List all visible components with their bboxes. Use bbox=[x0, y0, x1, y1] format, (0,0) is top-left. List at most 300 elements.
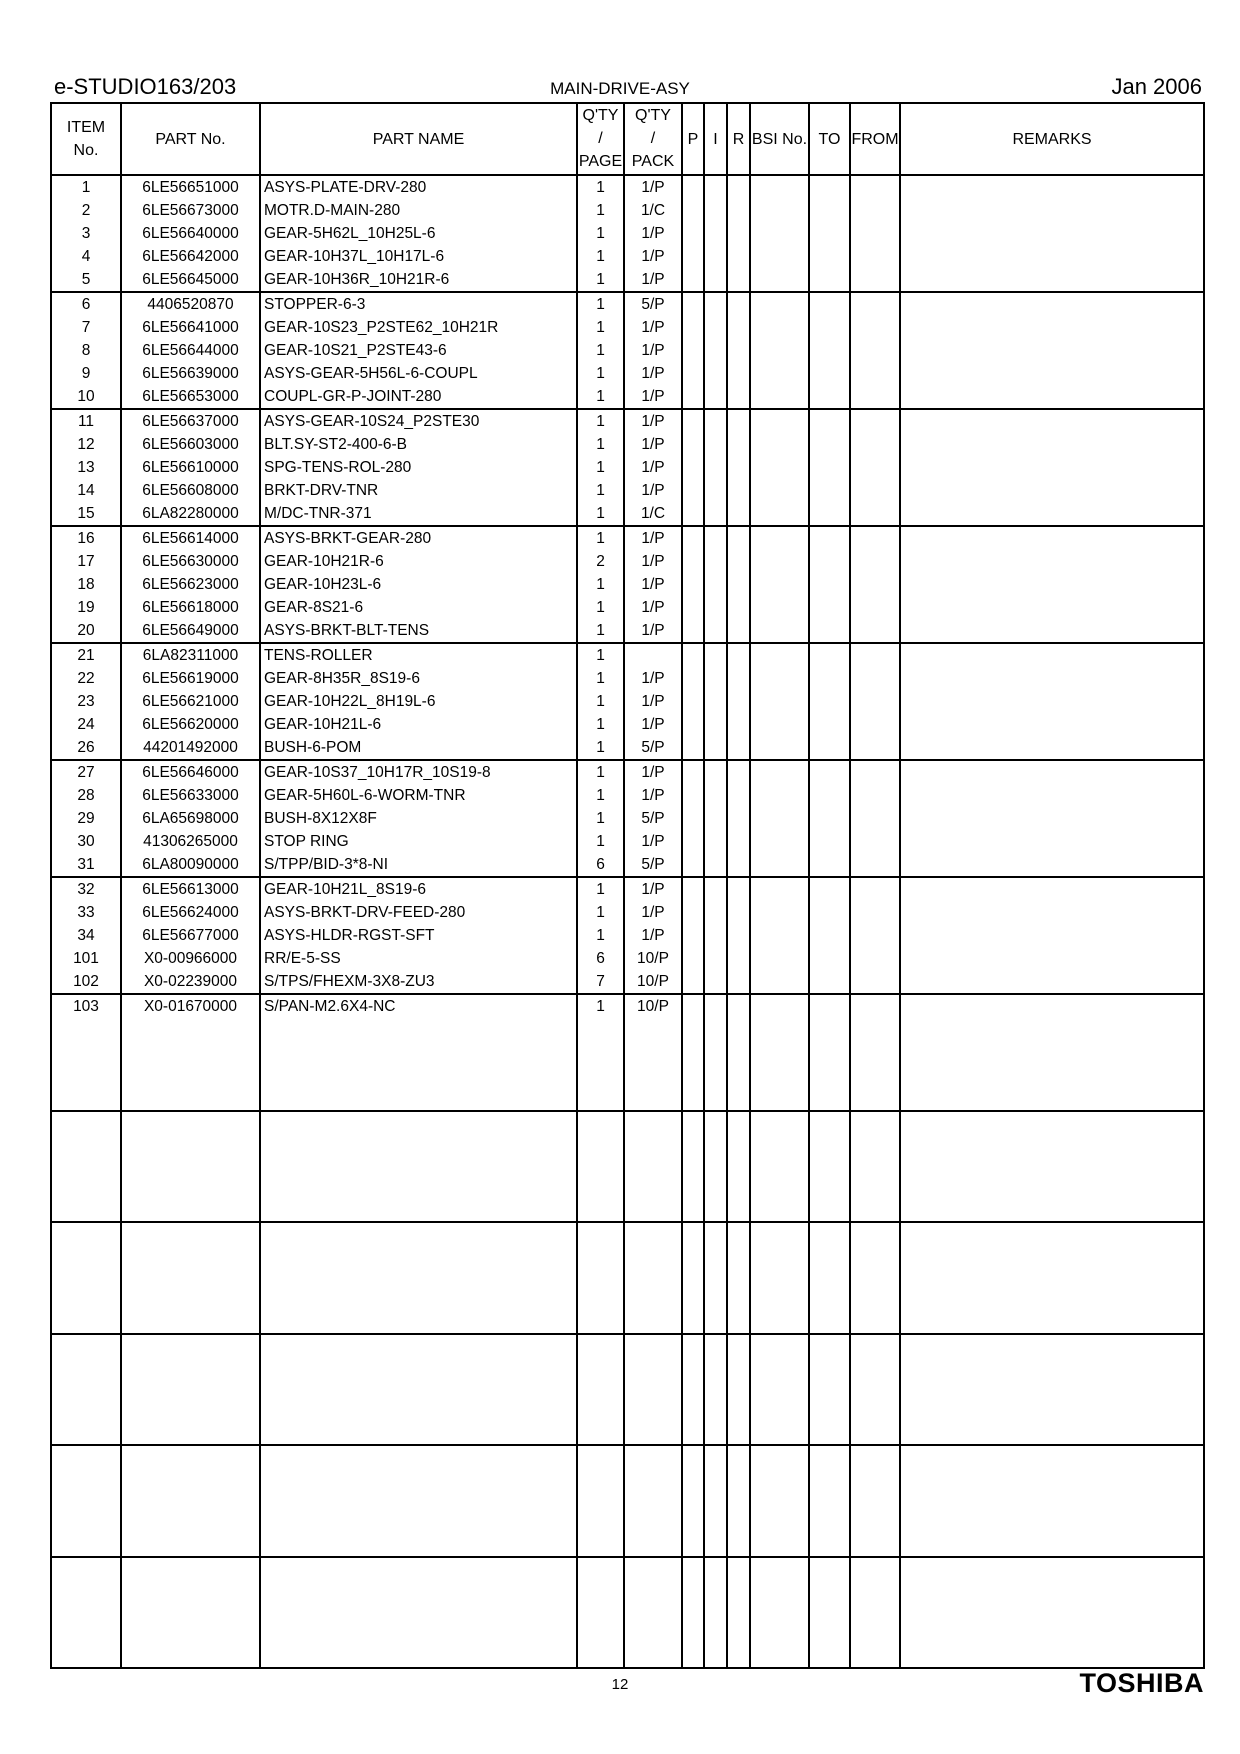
table-row bbox=[51, 199, 1204, 222]
part-name-cell: GEAR-5H62L_10H25L-6 bbox=[260, 222, 577, 245]
empty-cell bbox=[900, 1334, 1204, 1445]
empty-cell bbox=[809, 1111, 850, 1222]
empty-cell bbox=[850, 409, 900, 433]
empty-cell bbox=[682, 573, 704, 596]
empty-cell bbox=[850, 526, 900, 550]
empty-cell bbox=[704, 199, 727, 222]
qty-page-cell: 2 bbox=[577, 550, 624, 573]
empty-cell bbox=[850, 339, 900, 362]
table-row bbox=[51, 736, 1204, 760]
empty-cell bbox=[121, 1445, 260, 1556]
item-no-cell: 1 bbox=[51, 175, 121, 199]
item-no-cell: 5 bbox=[51, 268, 121, 292]
empty-cell bbox=[850, 268, 900, 292]
empty-cell bbox=[260, 1222, 577, 1333]
empty-cell bbox=[704, 268, 727, 292]
qty-pack-cell: 1/C bbox=[624, 199, 682, 222]
qty-pack-cell: 1/P bbox=[624, 573, 682, 596]
empty-cell bbox=[850, 502, 900, 526]
empty-cell bbox=[682, 292, 704, 316]
empty-cell bbox=[850, 1087, 900, 1111]
table-row bbox=[51, 245, 1204, 268]
empty-cell bbox=[51, 1334, 121, 1445]
part-no-cell: 6LA82280000 bbox=[121, 502, 260, 526]
empty-cell bbox=[121, 1111, 260, 1222]
col-item-header bbox=[51, 103, 121, 175]
table-header-row bbox=[51, 103, 1204, 175]
empty-cell bbox=[850, 479, 900, 502]
empty-cell bbox=[750, 807, 809, 830]
item-no-cell: 7 bbox=[51, 316, 121, 339]
part-no-cell: 6LE56651000 bbox=[121, 175, 260, 199]
empty-cell bbox=[850, 877, 900, 901]
empty-cell bbox=[704, 853, 727, 877]
qty-pack-cell: 1/P bbox=[624, 784, 682, 807]
table-row bbox=[51, 901, 1204, 924]
part-name-cell: RR/E-5-SS bbox=[260, 947, 577, 970]
qty-pack-cell: 1/P bbox=[624, 456, 682, 479]
empty-cell bbox=[900, 362, 1204, 385]
empty-cell bbox=[900, 316, 1204, 339]
empty-cell bbox=[51, 1445, 121, 1556]
empty-cell bbox=[624, 1222, 682, 1333]
part-no-cell: 6LE56630000 bbox=[121, 550, 260, 573]
empty-cell bbox=[750, 947, 809, 970]
empty-cell bbox=[900, 245, 1204, 268]
qty-pack-cell: 1/C bbox=[624, 502, 682, 526]
empty-cell bbox=[704, 1557, 727, 1668]
qty-page-cell: 1 bbox=[577, 830, 624, 853]
empty-cell bbox=[682, 619, 704, 643]
empty-cell bbox=[900, 713, 1204, 736]
empty-cell bbox=[727, 853, 750, 877]
empty-cell bbox=[727, 479, 750, 502]
part-no-cell: 6LE56610000 bbox=[121, 456, 260, 479]
empty-cell bbox=[750, 550, 809, 573]
empty-cell bbox=[704, 807, 727, 830]
part-name-cell: COUPL-GR-P-JOINT-280 bbox=[260, 385, 577, 409]
part-name-cell: ASYS-HLDR-RGST-SFT bbox=[260, 924, 577, 947]
empty-cell bbox=[809, 550, 850, 573]
item-no-cell: 8 bbox=[51, 339, 121, 362]
empty-cell bbox=[900, 924, 1204, 947]
empty-cell bbox=[624, 1445, 682, 1556]
part-no-cell: 6LE56613000 bbox=[121, 877, 260, 901]
part-name-cell: GEAR-8S21-6 bbox=[260, 596, 577, 619]
empty-cell bbox=[704, 596, 727, 619]
empty-cell bbox=[809, 245, 850, 268]
empty-cell bbox=[750, 619, 809, 643]
empty-cell bbox=[900, 502, 1204, 526]
empty-cell bbox=[750, 1041, 809, 1064]
empty-cell bbox=[809, 901, 850, 924]
empty-cell bbox=[750, 409, 809, 433]
empty-cell bbox=[682, 1018, 704, 1041]
empty-cell bbox=[704, 901, 727, 924]
item-no-cell: 14 bbox=[51, 479, 121, 502]
empty-cell bbox=[750, 573, 809, 596]
table-row bbox=[51, 853, 1204, 877]
part-no-cell: 6LE56673000 bbox=[121, 199, 260, 222]
item-no-cell: 26 bbox=[51, 736, 121, 760]
empty-cell bbox=[809, 456, 850, 479]
empty-cell bbox=[809, 760, 850, 784]
empty-cell bbox=[850, 1064, 900, 1087]
qty-pack-cell: 10/P bbox=[624, 970, 682, 994]
item-no-cell: 20 bbox=[51, 619, 121, 643]
table-body bbox=[51, 175, 1204, 1668]
qty-page-cell: 1 bbox=[577, 807, 624, 830]
empty-cell bbox=[900, 877, 1204, 901]
empty-cell bbox=[704, 970, 727, 994]
empty-cell bbox=[704, 619, 727, 643]
empty-cell bbox=[750, 970, 809, 994]
empty-cell bbox=[750, 222, 809, 245]
qty-page-cell: 1 bbox=[577, 924, 624, 947]
empty-cell bbox=[900, 292, 1204, 316]
empty-cell bbox=[682, 526, 704, 550]
col-qty-page-header bbox=[577, 103, 624, 175]
qty-pack-cell: 1/P bbox=[624, 760, 682, 784]
table-row bbox=[51, 1041, 1204, 1064]
empty-cell bbox=[850, 924, 900, 947]
part-name-cell bbox=[260, 1041, 577, 1064]
qty-page-cell: 1 bbox=[577, 456, 624, 479]
empty-cell bbox=[850, 433, 900, 456]
empty-cell bbox=[682, 877, 704, 901]
empty-cell bbox=[727, 970, 750, 994]
empty-cell bbox=[900, 222, 1204, 245]
empty-cell bbox=[704, 479, 727, 502]
empty-cell bbox=[900, 339, 1204, 362]
part-name-cell: GEAR-5H60L-6-WORM-TNR bbox=[260, 784, 577, 807]
qty-pack-cell: 1/P bbox=[624, 713, 682, 736]
col-qty-pack-header bbox=[624, 103, 682, 175]
part-name-cell: SPG-TENS-ROL-280 bbox=[260, 456, 577, 479]
page-number: 12 bbox=[611, 1676, 629, 1693]
qty-pack-cell: 1/P bbox=[624, 526, 682, 550]
empty-cell bbox=[850, 596, 900, 619]
empty-cell bbox=[682, 830, 704, 853]
qty-page-cell: 1 bbox=[577, 994, 624, 1018]
part-name-cell bbox=[260, 1064, 577, 1087]
qty-pack-cell: 1/P bbox=[624, 901, 682, 924]
empty-cell bbox=[727, 784, 750, 807]
empty-cell bbox=[900, 479, 1204, 502]
qty-pack-cell: 10/P bbox=[624, 947, 682, 970]
empty-cell bbox=[577, 1445, 624, 1556]
item-no-cell: 27 bbox=[51, 760, 121, 784]
part-no-cell: 4406520870 bbox=[121, 292, 260, 316]
empty-cell bbox=[577, 1222, 624, 1333]
table-row bbox=[51, 526, 1204, 550]
empty-cell bbox=[809, 1064, 850, 1087]
empty-cell bbox=[727, 316, 750, 339]
qty-page-cell bbox=[577, 1064, 624, 1087]
empty-cell bbox=[850, 736, 900, 760]
empty-cell bbox=[704, 760, 727, 784]
empty-cell bbox=[750, 901, 809, 924]
empty-cell bbox=[809, 667, 850, 690]
empty-cell bbox=[727, 667, 750, 690]
empty-cell bbox=[900, 409, 1204, 433]
qty-pack-cell: 1/P bbox=[624, 433, 682, 456]
qty-page-cell: 1 bbox=[577, 222, 624, 245]
empty-cell bbox=[809, 830, 850, 853]
part-no-cell: 6LE56623000 bbox=[121, 573, 260, 596]
empty-cell bbox=[727, 339, 750, 362]
empty-cell bbox=[809, 736, 850, 760]
empty-cell bbox=[900, 1018, 1204, 1041]
empty-cell bbox=[704, 292, 727, 316]
empty-cell bbox=[624, 1557, 682, 1668]
parts-table bbox=[50, 102, 1205, 1669]
empty-cell bbox=[682, 433, 704, 456]
empty-cell bbox=[682, 409, 704, 433]
part-name-cell: MOTR.D-MAIN-280 bbox=[260, 199, 577, 222]
empty-cell bbox=[809, 596, 850, 619]
empty-cell bbox=[750, 199, 809, 222]
empty-cell bbox=[682, 901, 704, 924]
part-name-cell: STOPPER-6-3 bbox=[260, 292, 577, 316]
item-no-cell: 2 bbox=[51, 199, 121, 222]
empty-cell bbox=[900, 994, 1204, 1018]
empty-cell bbox=[850, 807, 900, 830]
empty-block-row bbox=[51, 1111, 1204, 1222]
qty-page-cell: 1 bbox=[577, 268, 624, 292]
empty-cell bbox=[750, 433, 809, 456]
empty-cell bbox=[900, 550, 1204, 573]
part-no-cell bbox=[121, 1041, 260, 1064]
table-row bbox=[51, 877, 1204, 901]
qty-pack-cell: 1/P bbox=[624, 175, 682, 199]
table-row bbox=[51, 339, 1204, 362]
table-row bbox=[51, 947, 1204, 970]
table-row bbox=[51, 409, 1204, 433]
item-no-cell: 33 bbox=[51, 901, 121, 924]
part-name-cell: BRKT-DRV-TNR bbox=[260, 479, 577, 502]
empty-cell bbox=[750, 316, 809, 339]
qty-pack-cell: 1/P bbox=[624, 830, 682, 853]
qty-page-cell: 1 bbox=[577, 619, 624, 643]
qty-pack-cell: 1/P bbox=[624, 690, 682, 713]
empty-cell bbox=[260, 1445, 577, 1556]
part-no-cell: 6LE56677000 bbox=[121, 924, 260, 947]
empty-cell bbox=[704, 385, 727, 409]
empty-cell bbox=[704, 784, 727, 807]
empty-cell bbox=[750, 1018, 809, 1041]
part-name-cell: TENS-ROLLER bbox=[260, 643, 577, 667]
empty-cell bbox=[682, 339, 704, 362]
empty-cell bbox=[682, 199, 704, 222]
empty-cell bbox=[809, 292, 850, 316]
empty-cell bbox=[750, 362, 809, 385]
empty-cell bbox=[704, 502, 727, 526]
item-no-cell: 9 bbox=[51, 362, 121, 385]
qty-page-cell: 1 bbox=[577, 409, 624, 433]
empty-cell bbox=[900, 970, 1204, 994]
empty-cell bbox=[809, 1445, 850, 1556]
empty-cell bbox=[704, 924, 727, 947]
empty-cell bbox=[850, 994, 900, 1018]
empty-cell bbox=[900, 268, 1204, 292]
empty-cell bbox=[850, 853, 900, 877]
qty-pack-cell bbox=[624, 1018, 682, 1041]
table-row bbox=[51, 713, 1204, 736]
empty-cell bbox=[750, 268, 809, 292]
empty-cell bbox=[727, 924, 750, 947]
qty-page-cell: 1 bbox=[577, 339, 624, 362]
empty-cell bbox=[750, 736, 809, 760]
part-name-cell bbox=[260, 1087, 577, 1111]
empty-cell bbox=[727, 1445, 750, 1556]
empty-cell bbox=[850, 690, 900, 713]
part-name-cell: GEAR-10H23L-6 bbox=[260, 573, 577, 596]
item-no-cell: 11 bbox=[51, 409, 121, 433]
item-no-cell bbox=[51, 1018, 121, 1041]
qty-page-cell: 1 bbox=[577, 245, 624, 268]
table-row bbox=[51, 643, 1204, 667]
empty-cell bbox=[900, 1445, 1204, 1556]
empty-cell bbox=[727, 596, 750, 619]
part-name-cell: ASYS-BRKT-GEAR-280 bbox=[260, 526, 577, 550]
empty-cell bbox=[727, 1334, 750, 1445]
empty-cell bbox=[750, 1557, 809, 1668]
empty-cell bbox=[704, 339, 727, 362]
empty-cell bbox=[682, 853, 704, 877]
table-row bbox=[51, 667, 1204, 690]
empty-cell bbox=[809, 573, 850, 596]
empty-cell bbox=[260, 1334, 577, 1445]
empty-cell bbox=[809, 479, 850, 502]
empty-cell bbox=[809, 268, 850, 292]
empty-cell bbox=[727, 1087, 750, 1111]
part-name-cell: ASYS-GEAR-5H56L-6-COUPL bbox=[260, 362, 577, 385]
empty-cell bbox=[727, 830, 750, 853]
part-name-cell: GEAR-10S37_10H17R_10S19-8 bbox=[260, 760, 577, 784]
part-no-cell: 6LA82311000 bbox=[121, 643, 260, 667]
qty-pack-cell: 10/P bbox=[624, 994, 682, 1018]
empty-cell bbox=[900, 199, 1204, 222]
empty-cell bbox=[704, 947, 727, 970]
table-row bbox=[51, 385, 1204, 409]
qty-page-cell: 1 bbox=[577, 199, 624, 222]
part-no-cell: 6LE56624000 bbox=[121, 901, 260, 924]
empty-cell bbox=[577, 1111, 624, 1222]
col-from-header: FROM bbox=[850, 103, 900, 175]
part-no-cell: 6LE56603000 bbox=[121, 433, 260, 456]
empty-cell bbox=[727, 1222, 750, 1333]
empty-cell bbox=[682, 175, 704, 199]
table-row bbox=[51, 994, 1204, 1018]
document-date: Jan 2006 bbox=[1111, 74, 1202, 99]
empty-cell bbox=[51, 1557, 121, 1668]
item-no-cell: 10 bbox=[51, 385, 121, 409]
part-no-cell: 41306265000 bbox=[121, 830, 260, 853]
empty-cell bbox=[850, 784, 900, 807]
empty-cell bbox=[750, 292, 809, 316]
empty-cell bbox=[682, 316, 704, 339]
item-no-cell: 6 bbox=[51, 292, 121, 316]
empty-cell bbox=[727, 409, 750, 433]
empty-cell bbox=[750, 830, 809, 853]
empty-cell bbox=[750, 479, 809, 502]
empty-cell bbox=[809, 199, 850, 222]
empty-cell bbox=[682, 456, 704, 479]
empty-cell bbox=[727, 175, 750, 199]
part-no-cell: 6LE56649000 bbox=[121, 619, 260, 643]
qty-pack-cell bbox=[624, 1087, 682, 1111]
empty-cell bbox=[900, 456, 1204, 479]
empty-cell bbox=[727, 573, 750, 596]
empty-cell bbox=[682, 970, 704, 994]
part-no-cell: 6LE56639000 bbox=[121, 362, 260, 385]
empty-cell bbox=[750, 1111, 809, 1222]
empty-cell bbox=[809, 1018, 850, 1041]
qty-page-cell: 1 bbox=[577, 784, 624, 807]
empty-cell bbox=[850, 573, 900, 596]
empty-cell bbox=[900, 433, 1204, 456]
empty-cell bbox=[682, 690, 704, 713]
table-row bbox=[51, 573, 1204, 596]
table-row bbox=[51, 784, 1204, 807]
col-i-header: I bbox=[704, 103, 727, 175]
empty-cell bbox=[682, 784, 704, 807]
empty-cell bbox=[704, 830, 727, 853]
empty-cell bbox=[900, 1087, 1204, 1111]
part-no-cell: 6LE56653000 bbox=[121, 385, 260, 409]
empty-cell bbox=[750, 853, 809, 877]
empty-cell bbox=[850, 643, 900, 667]
table-row bbox=[51, 1064, 1204, 1087]
item-no-cell bbox=[51, 1041, 121, 1064]
empty-cell bbox=[850, 456, 900, 479]
empty-cell bbox=[900, 1111, 1204, 1222]
col-part-no-header: PART No. bbox=[121, 103, 260, 175]
col-p-header: P bbox=[682, 103, 704, 175]
empty-cell bbox=[809, 690, 850, 713]
empty-cell bbox=[900, 853, 1204, 877]
qty-page-cell: 1 bbox=[577, 667, 624, 690]
empty-cell bbox=[809, 924, 850, 947]
qty-page-cell bbox=[577, 1087, 624, 1111]
item-no-cell: 16 bbox=[51, 526, 121, 550]
qty-pack-cell: 1/P bbox=[624, 479, 682, 502]
empty-cell bbox=[727, 245, 750, 268]
qty-page-cell: 1 bbox=[577, 573, 624, 596]
empty-cell bbox=[682, 760, 704, 784]
empty-cell bbox=[577, 1557, 624, 1668]
item-no-cell: 102 bbox=[51, 970, 121, 994]
empty-cell bbox=[51, 1222, 121, 1333]
col-r-header: R bbox=[727, 103, 750, 175]
qty-page-cell bbox=[577, 1018, 624, 1041]
table-row bbox=[51, 970, 1204, 994]
qty-page-cell: 7 bbox=[577, 970, 624, 994]
table-row bbox=[51, 619, 1204, 643]
qty-pack-cell: 5/P bbox=[624, 853, 682, 877]
table-row bbox=[51, 830, 1204, 853]
empty-cell bbox=[682, 947, 704, 970]
part-no-cell: 6LE56640000 bbox=[121, 222, 260, 245]
item-no-cell: 3 bbox=[51, 222, 121, 245]
item-no-cell: 31 bbox=[51, 853, 121, 877]
qty-pack-cell: 1/P bbox=[624, 385, 682, 409]
empty-cell bbox=[727, 901, 750, 924]
empty-cell bbox=[900, 619, 1204, 643]
empty-cell bbox=[750, 1064, 809, 1087]
part-name-cell: ASYS-BRKT-DRV-FEED-280 bbox=[260, 901, 577, 924]
